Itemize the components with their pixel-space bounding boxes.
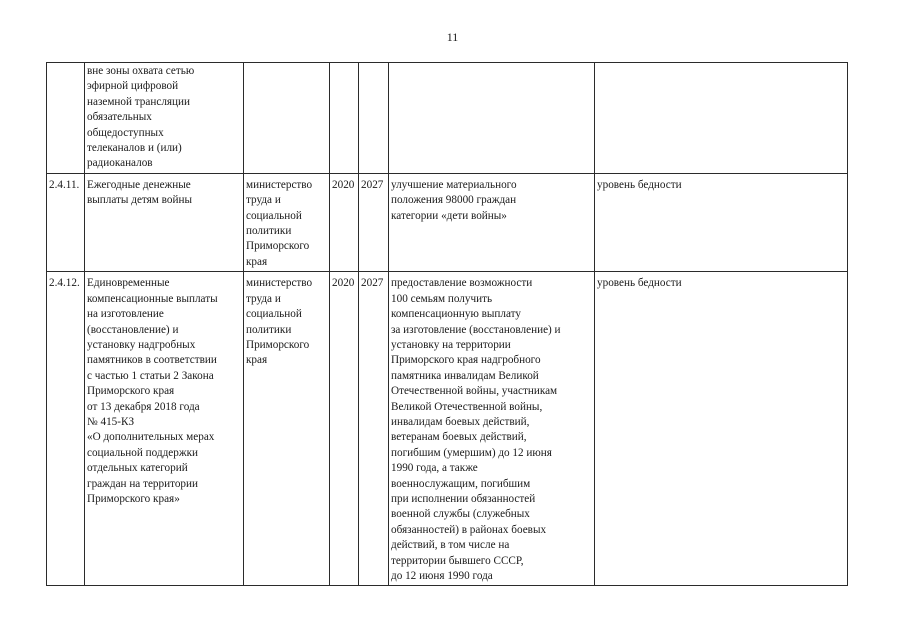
end-year-cell xyxy=(359,63,389,174)
table-row xyxy=(47,63,848,174)
expected-result-cell: предоставление возможности 100 семьям получить компенсационную выплату за изготовление (восстановление) и установку на территории Приморского края надгробного памятника инвалидам Великой Отечественной войны, участникам Великой Отечественной войны, инвалидам боевых действий, ветеранам боевых действий, погибшим (умершим) до 12 июня 1990 года, а также военнослужащим, погибшим при исполнении обязанностей военной службы (служебных обязанностей) в районах боевых действий, в том числе на территории бывшего СССР, до 12 июня 1990 года xyxy=(389,272,595,586)
page-number: 11 xyxy=(446,30,459,44)
measure-name-cell: Единовременные компенсационные выплаты на изготовление (восстановление) и установку надгробных памятников в соответствии с частью 1 статьи 2 Закона Приморского края от 13 декабря 2018 года № 415-КЗ «О дополнительных мерах социальной поддержки отдельных категорий граждан на территории Приморского края» xyxy=(85,272,244,586)
measure-number-cell xyxy=(47,63,85,174)
expected-result-cell: улучшение материального положения 98000 граждан категории «дети войны» xyxy=(389,173,595,271)
program-measures-table xyxy=(46,62,848,586)
end-year-cell: 2027 xyxy=(359,272,389,586)
measure-number-cell: 2.4.11. xyxy=(47,173,85,271)
indicator-cell: уровень бедности xyxy=(595,173,848,271)
start-year-cell: 2020 xyxy=(330,173,359,271)
measure-name-cell: вне зоны охвата сетью эфирной цифровой наземной трансляции обязательных общедоступных телеканалов и (или) радиоканалов xyxy=(85,63,244,174)
expected-result-cell xyxy=(389,63,595,174)
start-year-cell: 2020 xyxy=(330,272,359,586)
table-row xyxy=(47,173,848,271)
start-year-cell xyxy=(330,63,359,174)
executor-cell: министерство труда и социальной политики Приморского края xyxy=(244,272,330,586)
table-row xyxy=(47,272,848,586)
executor-cell xyxy=(244,63,330,174)
measure-number-cell: 2.4.12. xyxy=(47,272,85,586)
measure-name-cell: Ежегодные денежные выплаты детям войны xyxy=(85,173,244,271)
indicator-cell xyxy=(595,63,848,174)
indicator-cell: уровень бедности xyxy=(595,272,848,586)
executor-cell: министерство труда и социальной политики Приморского края xyxy=(244,173,330,271)
end-year-cell: 2027 xyxy=(359,173,389,271)
